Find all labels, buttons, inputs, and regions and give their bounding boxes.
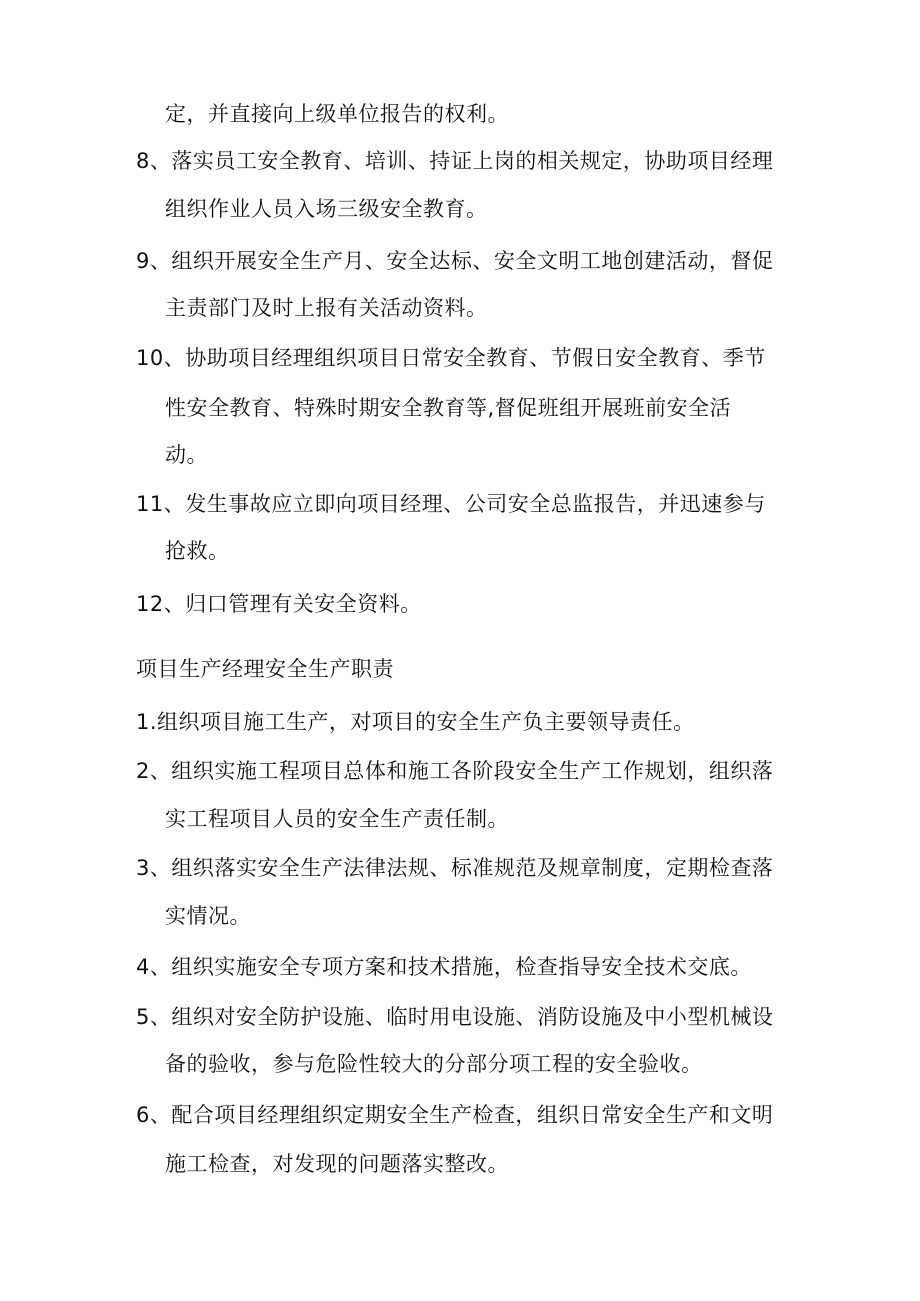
text-line: 实工程项目人员的安全生产责任制。 — [165, 807, 509, 831]
text-line: 主责部门及时上报有关活动资料。 — [165, 296, 488, 320]
text-line: 6、配合项目经理组织定期安全生产检查，组织日常安全生产和文明 — [136, 1103, 774, 1127]
text-line: 组织作业人员入场三级安全教育。 — [165, 197, 488, 221]
text-line: 施工检查，对发现的问题落实整改。 — [165, 1152, 509, 1176]
text-line: 实情况。 — [165, 904, 251, 928]
text-line: 8、落实员工安全教育、培训、持证上岗的相关规定，协助项目经理 — [136, 149, 774, 173]
text-line: 2、组织实施工程项目总体和施工各阶段安全生产工作规划，组织落 — [136, 759, 774, 783]
text-line: 10、协助项目经理组织项目日常安全教育、节假日安全教育、季节 — [136, 346, 766, 370]
section-heading: 项目生产经理安全生产职责 — [136, 657, 394, 681]
text-line: 动。 — [165, 443, 208, 467]
text-line: 定，并直接向上级单位报告的权利。 — [165, 102, 509, 126]
text-line: 11、发生事故应立即向项目经理、公司安全总监报告，并迅速参与 — [136, 492, 766, 516]
text-line: 9、组织开展安全生产月、安全达标、安全文明工地创建活动，督促 — [136, 249, 774, 273]
text-line: 4、组织实施安全专项方案和技术措施，检查指导安全技术交底。 — [136, 955, 752, 979]
text-line: 12、归口管理有关安全资料。 — [136, 592, 422, 616]
text-line: 性安全教育、特殊时期安全教育等,督促班组开展班前安全活 — [165, 396, 732, 420]
text-line: 5、组织对安全防护设施、临时用电设施、消防设施及中小型机械设 — [136, 1005, 774, 1029]
text-line: 3、组织落实安全生产法律法规、标准规范及规章制度，定期检查落 — [136, 856, 774, 880]
text-line: 抢救。 — [165, 539, 230, 563]
text-line: 1.组织项目施工生产，对项目的安全生产负主要领导责任。 — [136, 710, 695, 734]
text-line: 备的验收，参与危险性较大的分部分项工程的安全验收。 — [165, 1052, 703, 1076]
